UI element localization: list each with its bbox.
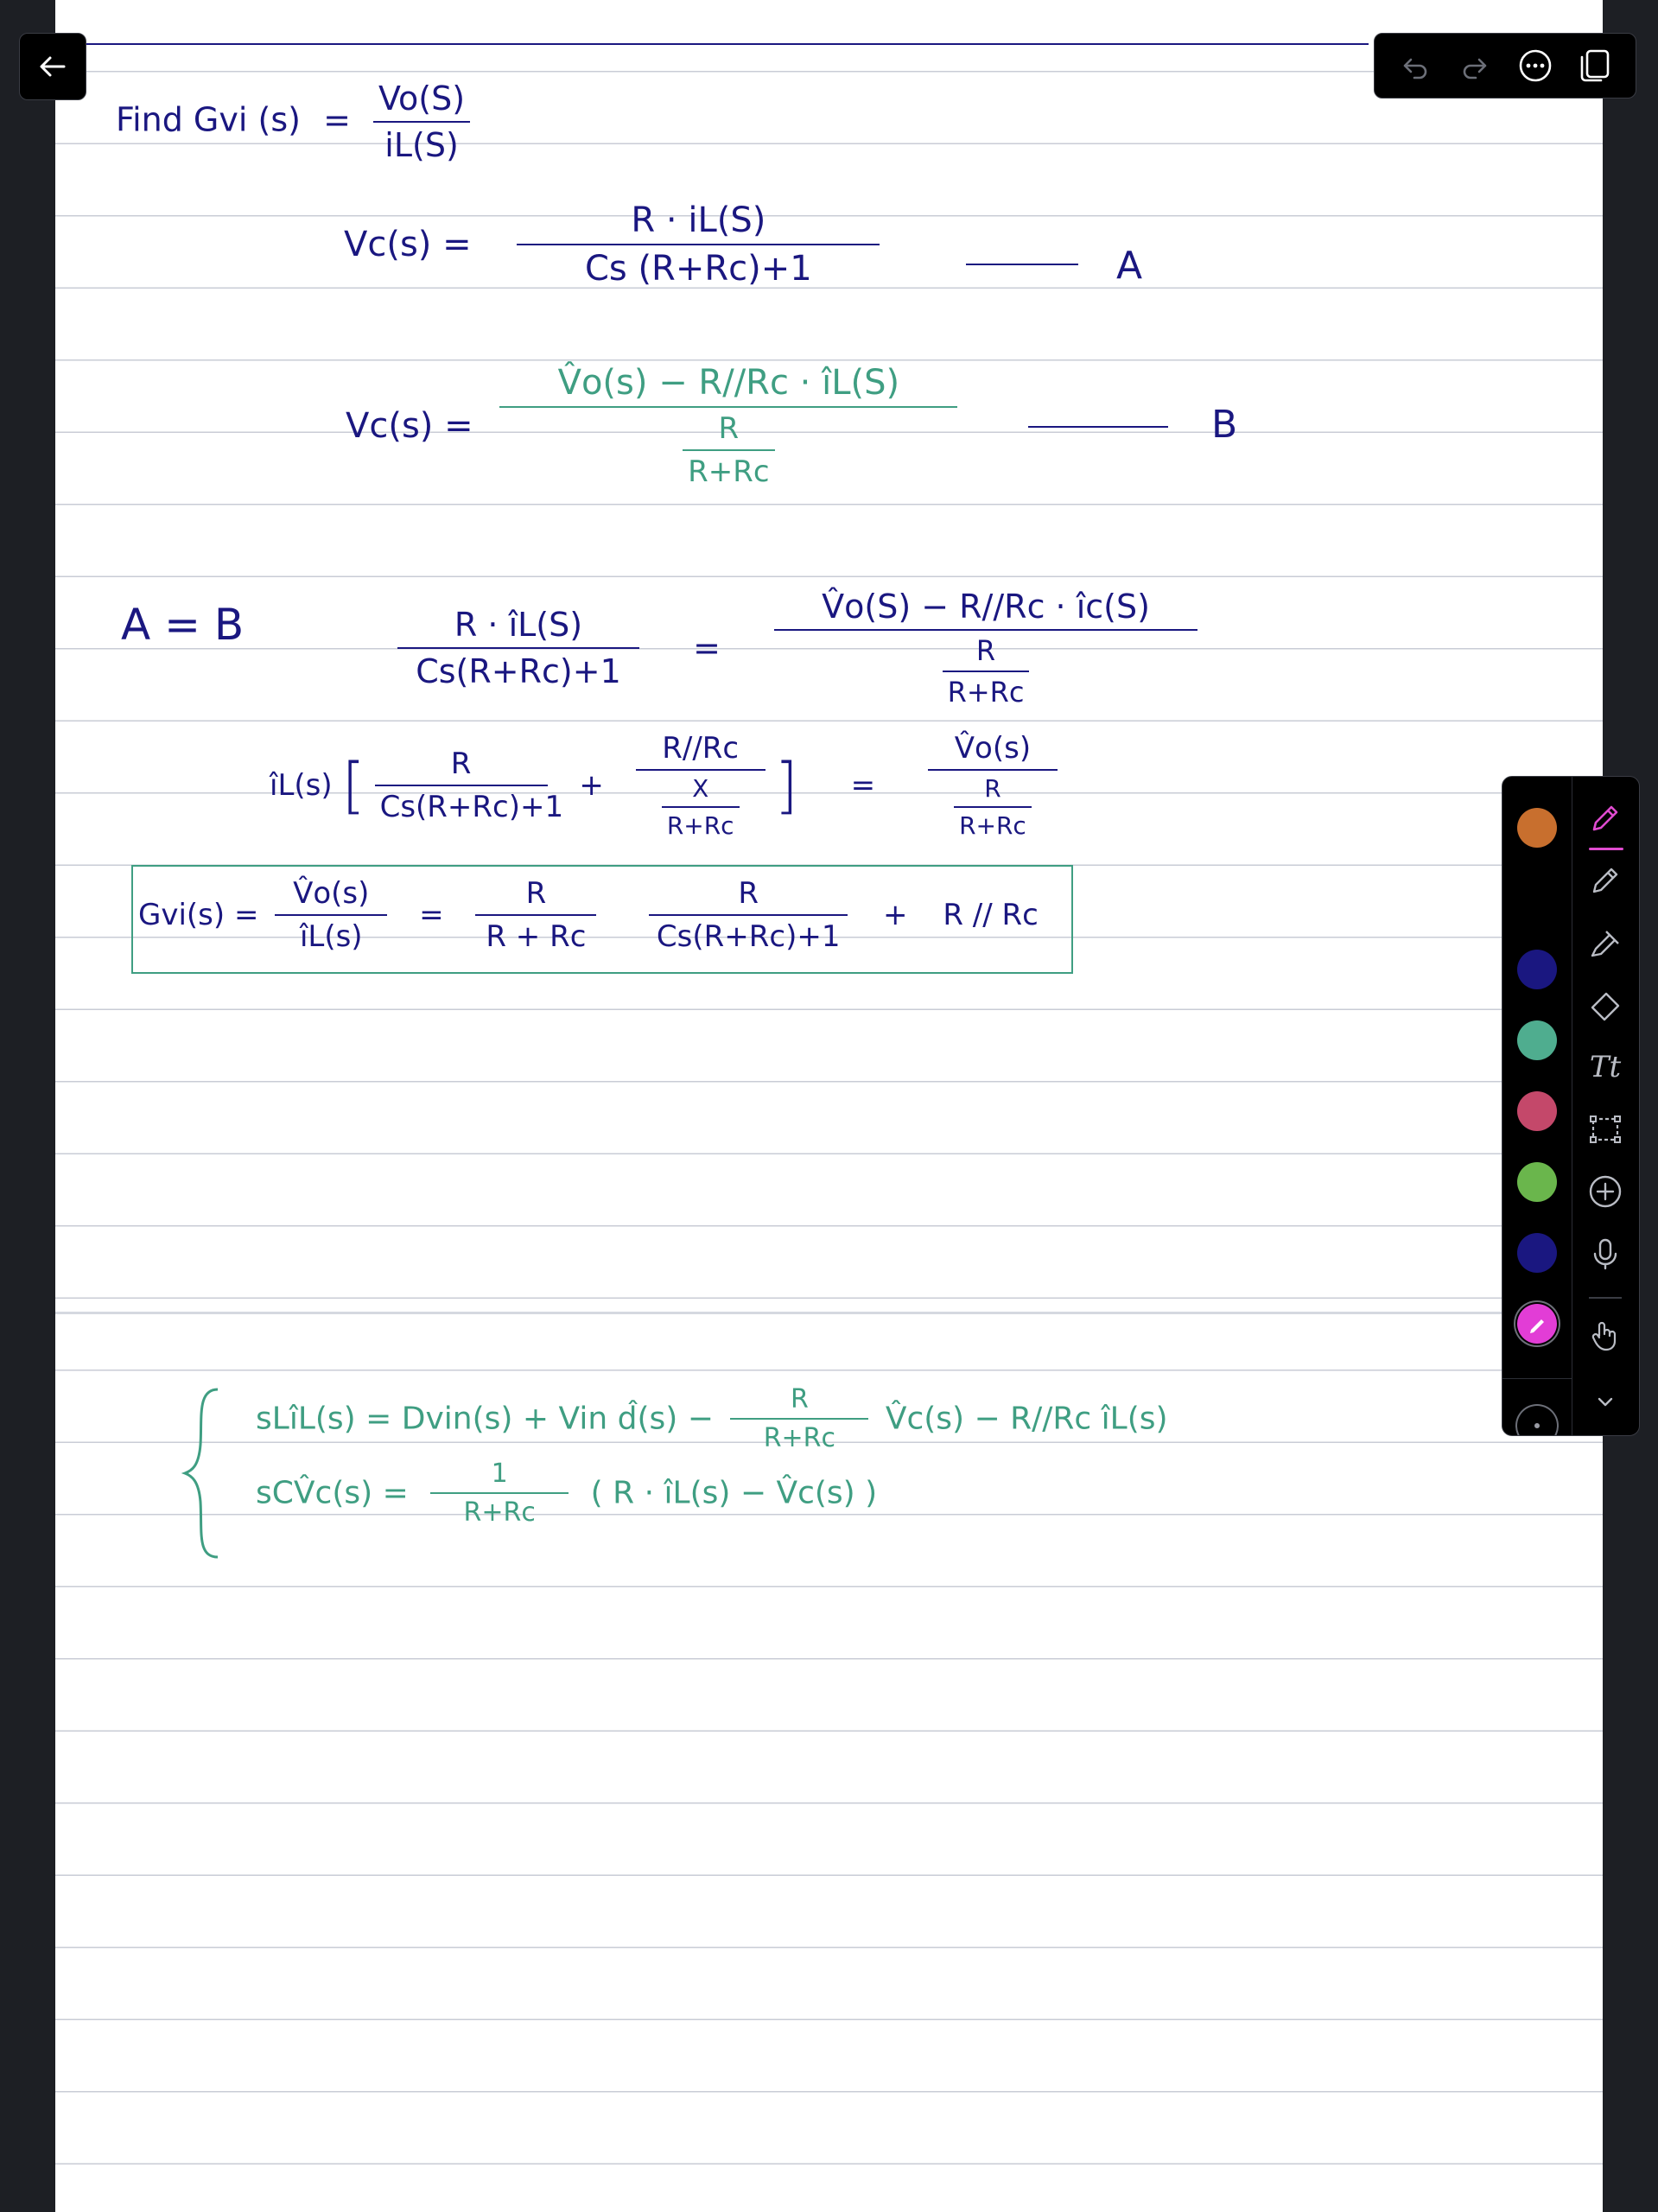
fraction-bar [397, 647, 639, 649]
pen-icon [1587, 800, 1623, 836]
ilexpr-rden-fraction [954, 774, 1032, 840]
find-num: Vo(S) [378, 79, 466, 118]
system-line-2 [256, 1459, 877, 1528]
lasso-select-icon [1587, 1111, 1623, 1147]
undo-button[interactable] [1394, 45, 1436, 86]
fraction-bar [954, 806, 1032, 808]
result-left-fraction [275, 876, 387, 954]
ilexpr-t1-den: Cs(R+Rc)+1 [379, 790, 564, 824]
swatch-divider [1502, 1378, 1572, 1379]
touch-hand-tool[interactable] [1585, 1314, 1626, 1356]
fraction-bar [475, 914, 596, 916]
fraction-bar [662, 806, 740, 808]
fraction-bar [430, 1492, 569, 1494]
fraction-bar [928, 769, 1058, 771]
system-l1-fden: R+Rc [763, 1423, 836, 1453]
eqB-lhs: Vc(s) = [346, 406, 473, 446]
eqA-dash [966, 264, 1078, 265]
collapse-panel-button[interactable] [1585, 1382, 1626, 1423]
color-swatch-navy[interactable] [1517, 950, 1557, 989]
result-f1-den: R + Rc [486, 919, 587, 954]
aeqb-rden-fraction [943, 634, 1030, 709]
ilexpr-eq: = [850, 768, 876, 803]
ilexpr-term1 [375, 747, 564, 824]
result-f2-num: R [738, 876, 759, 911]
fraction-bar [275, 914, 387, 916]
fraction-bar [730, 1418, 868, 1420]
find-label: Find Gvi (s) [116, 100, 301, 139]
eqA-num: R · iL(S) [631, 200, 766, 240]
color-swatch-rose[interactable] [1517, 1091, 1557, 1131]
eraser-icon [1587, 987, 1623, 1023]
result-lden: îL(s) [299, 919, 363, 954]
color-swatches [1502, 777, 1572, 1435]
custom-color-swatch[interactable] [1517, 1304, 1557, 1344]
eqA-label: A [1116, 244, 1143, 288]
aeqb-rden-num: R [975, 634, 996, 667]
highlighter-tool[interactable] [1585, 922, 1626, 963]
add-icon [1587, 1173, 1623, 1210]
pages-icon [1579, 48, 1611, 83]
right-bracket: ] [774, 750, 798, 821]
system-l1-fraction [730, 1384, 868, 1453]
result-frac2 [649, 876, 848, 954]
ilexpr-t2-den [636, 774, 765, 840]
touch-hand-icon [1587, 1317, 1623, 1353]
equation-b [346, 363, 957, 489]
redo-button[interactable] [1454, 45, 1496, 86]
eqB-den-fraction [683, 411, 774, 489]
aeqb-lden: Cs(R+Rc)+1 [416, 652, 621, 690]
system-l2-fnum: 1 [491, 1459, 508, 1489]
result-tail: R // Rc [943, 898, 1039, 932]
color-swatch-black[interactable] [1517, 879, 1557, 918]
collapse-chevron-icon [1592, 1389, 1618, 1415]
result-lnum: V̂o(s) [293, 876, 370, 911]
highlighter-icon [1587, 925, 1623, 961]
find-den: iL(S) [384, 126, 459, 164]
arrow-left-icon [38, 52, 67, 81]
eqB-den [499, 411, 957, 489]
fraction-bar [649, 914, 848, 916]
aeqb-rden-den: R+Rc [947, 676, 1025, 709]
eqA-fraction [517, 200, 880, 289]
pencil-tool[interactable] [1585, 860, 1626, 901]
aeqb-rnum: V̂o(S) − R//Rc · îc(S) [822, 588, 1150, 626]
system-l2-tail: ( R · îL(s) − V̂c(s) ) [590, 1475, 878, 1511]
a-equals-b: A = B [121, 600, 245, 650]
active-tool-indicator [1589, 848, 1623, 850]
ilexpr-right-fraction [928, 731, 1058, 840]
system-l1-lhs: sLîL(s) = Dvin(s) + Vin d̂(s) − [256, 1401, 714, 1437]
pen-tool[interactable] [1585, 798, 1626, 839]
lasso-select-tool[interactable] [1585, 1109, 1626, 1150]
result-plus: + [883, 898, 908, 932]
add-color-swatch[interactable] [1517, 1406, 1557, 1436]
more-button[interactable] [1515, 45, 1556, 86]
result-eq: = [419, 898, 444, 932]
color-swatch-orange[interactable] [1517, 808, 1557, 848]
pencil-badge-icon [1517, 1304, 1557, 1344]
left-bracket: [ [341, 750, 365, 821]
notebook-page[interactable] [55, 0, 1603, 2212]
result-f2-den: Cs(R+Rc)+1 [656, 919, 841, 954]
eqA-den: Cs (R+Rc)+1 [584, 249, 812, 289]
tool-panel [1502, 776, 1640, 1436]
ilexpr-rden [928, 774, 1058, 840]
microphone-icon [1587, 1236, 1623, 1272]
pages-button[interactable] [1574, 45, 1616, 86]
color-swatch-teal[interactable] [1517, 1020, 1557, 1060]
page-top-rule [55, 43, 1369, 45]
system-l2-fden: R+Rc [463, 1497, 536, 1528]
redo-icon [1460, 51, 1490, 80]
find-line [116, 79, 470, 164]
eqB-num: V̂o(s) − R//Rc · îL(S) [557, 363, 900, 403]
system-l2-lhs: sCV̂c(s) = [256, 1475, 409, 1511]
ilexpr-plus: + [579, 768, 604, 803]
fraction-bar [375, 785, 548, 786]
eqB-fraction [499, 363, 957, 489]
fraction-bar [774, 629, 1197, 631]
aeqb-lnum: R · îL(S) [454, 606, 583, 644]
tool-divider [1589, 1297, 1622, 1299]
equation-a [344, 200, 880, 289]
tool-buttons [1572, 777, 1639, 1435]
aeqb-rden [774, 634, 1197, 709]
ilexpr-term2 [636, 731, 765, 840]
ilexpr-t2-den-num: X [692, 774, 709, 803]
system-l1-tail: V̂c(s) − R//Rc îL(s) [885, 1401, 1168, 1437]
aeqb-right-fraction [774, 588, 1197, 709]
ilexpr-lhs: îL(s) [270, 768, 333, 803]
more-icon [1518, 48, 1553, 83]
result-f1-num: R [525, 876, 547, 911]
add-tool[interactable] [1585, 1171, 1626, 1212]
fraction-bar [636, 769, 765, 771]
result-equation [138, 876, 1039, 954]
eqA-lhs: Vc(s) = [344, 225, 472, 264]
result-frac1 [475, 876, 596, 954]
result-lhs: Gvi(s) = [138, 898, 259, 932]
ilexpr-t2-den-fraction [662, 774, 740, 840]
a-equals-b-equation [397, 588, 1197, 709]
back-button[interactable] [19, 33, 86, 100]
fraction-bar [517, 244, 880, 245]
find-fraction [373, 79, 470, 164]
fraction-bar [943, 671, 1030, 672]
microphone-tool[interactable] [1585, 1233, 1626, 1274]
undo-icon [1401, 51, 1430, 80]
eqB-den-num: R [718, 411, 740, 446]
aeqb-left-fraction [397, 606, 639, 690]
il-expression [270, 731, 1058, 840]
eqB-dash [1028, 426, 1168, 428]
fraction-bar [499, 406, 957, 408]
eraser-tool[interactable] [1585, 984, 1626, 1026]
pencil-icon [1587, 862, 1623, 899]
top-toolbar [1374, 33, 1636, 99]
eqB-label: B [1211, 403, 1238, 447]
ilexpr-t1-num: R [450, 747, 472, 781]
ilexpr-rden-den: R+Rc [959, 811, 1026, 840]
fraction-bar [683, 449, 774, 451]
text-tool-icon: Tt [1589, 1050, 1622, 1084]
ilexpr-rnum: V̂o(s) [954, 731, 1032, 766]
system-l2-fraction [430, 1459, 569, 1528]
dot-icon [1534, 1423, 1540, 1428]
color-swatch-green[interactable] [1517, 1162, 1557, 1202]
ilexpr-rden-num: R [984, 774, 1001, 803]
fraction-bar [373, 121, 470, 123]
text-tool[interactable] [1585, 1046, 1626, 1088]
system-l1-fnum: R [790, 1384, 809, 1414]
page-break-divider [55, 1312, 1603, 1314]
aeqb-eq: = [693, 629, 721, 667]
eqB-den-den: R+Rc [688, 454, 770, 489]
system-line-1 [256, 1384, 1168, 1453]
find-eq: = [323, 100, 351, 139]
ilexpr-t2-num: R//Rc [662, 731, 740, 766]
ilexpr-t2-den-den: R+Rc [666, 811, 734, 840]
system-brace [180, 1384, 223, 1562]
color-swatch-navy-2[interactable] [1517, 1233, 1557, 1273]
